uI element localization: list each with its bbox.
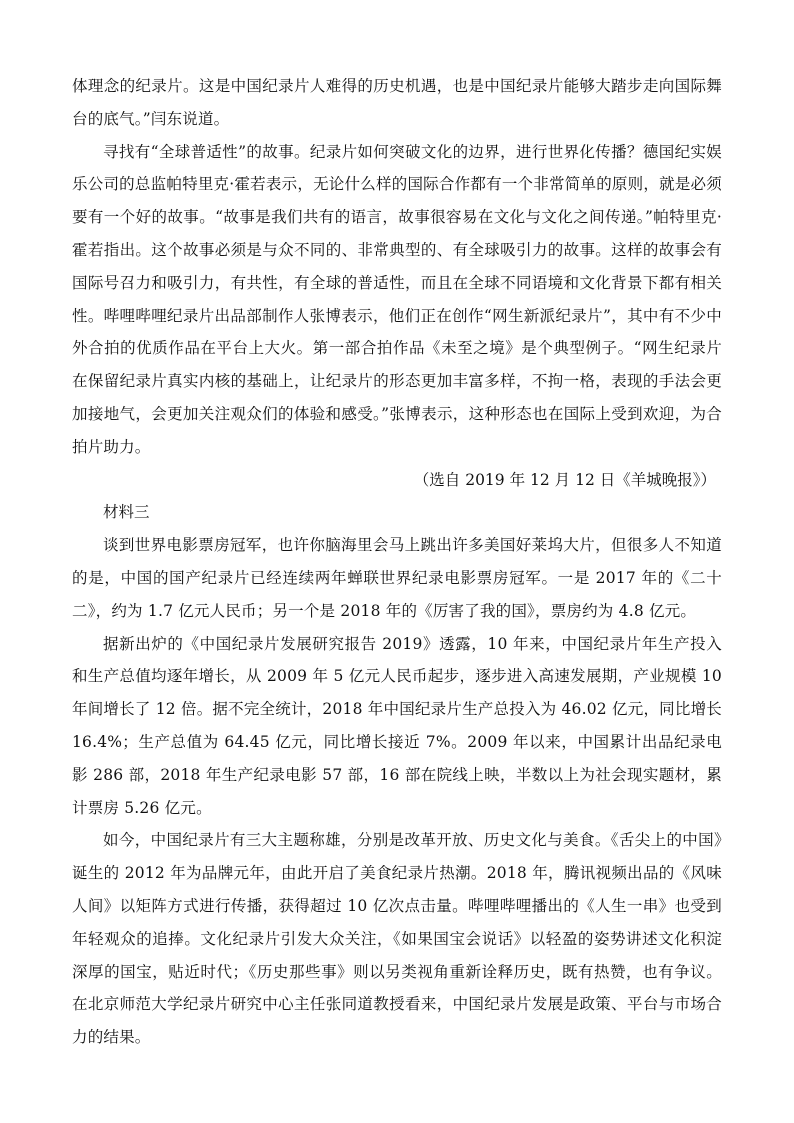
paragraph-three-themes: 如今，中国纪录片有三大主题称雄，分别是改革开放、历史文化与美食。《舌尖上的中国》诞生的 2012 年为品牌元年，由此开启了美食纪录片热潮。2018 年，腾讯视频出品的《风味人间》以矩阵方式进行传播，获得超过 10 亿次点击量。哔哩哔哩播出的《人生一串》也受到年轻观众的追捧。文化纪录片引发大众关注，《如果国宝会说话》以轻盈的姿势讲述文化积淀深厚的国宝，贴近时代；《历史那些事》则以另类视角重新诠释历史，既有热赞，也有争议。在北京师范大学纪录片研究中心主任张同道教授看来，中国纪录片发展是政策、平台与市场合力的结果。 bbox=[72, 831, 722, 1047]
source-citation: （选自 2019 年 12 月 12 日《羊城晚报》） bbox=[413, 470, 716, 489]
paragraph-box-office: 谈到世界电影票房冠军，也许你脑海里会马上跳出许多美国好莱坞大片，但很多人不知道的是，中国的国产纪录片已经连续两年蝉联世界纪录电影票房冠军。一是 2017 年的《二十二》，约为 1.7 亿元人民币；另一个是 2018 年的《厉害了我的国》，票房约为 4.8 亿元。 bbox=[72, 536, 722, 620]
document-page bbox=[72, 70, 722, 1054]
paragraph-industry-report: 据新出炉的《中国纪录片发展研究报告 2019》透露，10 年来，中国纪录片年生产投入和生产总值均逐年增长，从 2009 年 5 亿元人民币起步，逐步进入高速发展期，产业规模 10 年间增长了 12 倍。据不完全统计，2018 年中国纪录片生产总投入为 46.02 亿元，同比增长 16.4%；生产总值为 64.45 亿元，同比增长接近 7%。2009 年以来，中国累计出品纪录电影 286 部，2018 年生产纪录电影 57 部，16 部在院线上映，半数以上为社会现实题材，累计票房 5.26 亿元。 bbox=[72, 634, 722, 817]
paragraph-continuation: 体理念的纪录片。这是中国纪录片人难得的历史机遇，也是中国纪录片能够大踏步走向国际舞台的底气。”闫东说道。 bbox=[72, 77, 722, 128]
section-heading-material-three: 材料三 bbox=[103, 503, 150, 522]
paragraph-global-story: 寻找有“全球普适性”的故事。纪录片如何突破文化的边界，进行世界化传播？德国纪实娱乐公司的总监帕特里克·霍若表示，无论什么样的国际合作都有一个非常简单的原则，就是必须要有一个好的故事。“故事是我们共有的语言，故事很容易在文化与文化之间传递。”帕特里克·霍若指出。这个故事必须是与众不同的、非常典型的、有全球吸引力的故事。这样的故事会有国际号召力和吸引力，有共性，有全球的普适性，而且在全球不同语境和文化背景下都有相关性。哔哩哔哩纪录片出品部制作人张博表示，他们正在创作“网生新派纪录片”，其中有不少中外合拍的优质作品在平台上大火。第一部合拍作品《未至之境》是个典型例子。“网生纪录片在保留纪录片真实内核的基础上，让纪录片的形态更加丰富多样，不拘一格，表现的手法会更加接地气，会更加关注观众们的体验和感受。”张博表示，这种形态也在国际上受到欢迎，为合拍片助力。 bbox=[72, 142, 722, 456]
